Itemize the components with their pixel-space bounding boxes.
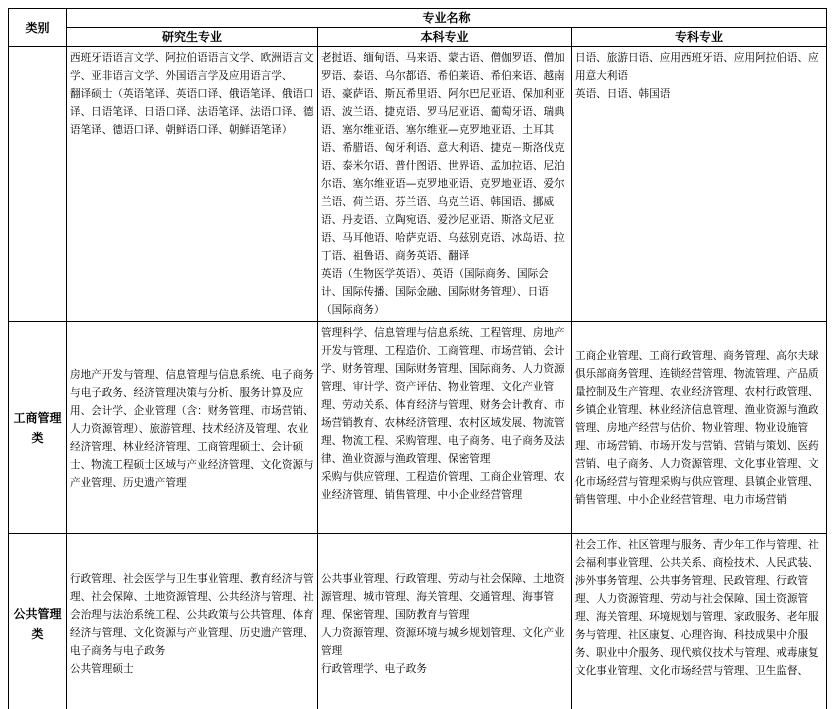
cell-line: 管理科学、信息管理与信息系统、工程管理、房地产开发与管理、工程造价、工商管理、市场营销、会计学、财务管理、国际财务管理、国际商务、人力资源管理、审计学、资产评估、物业管理、文化产业管理、劳动关系、体育经济与管理、财务会计教育、市场营销教育、农林经济管理、农村区域发展、物流管理、物流工程、采购管理、电子商务、电子商务及法律、渔业资源与渔政管理、保密管理 xyxy=(321,327,565,465)
cell-line: 日语、旅游日语、应用西班牙语、应用阿拉伯语、应用意大利语 xyxy=(575,52,819,82)
vocational-cell xyxy=(572,47,827,322)
graduate-cell xyxy=(67,322,318,534)
undergraduate-header: 本科专业 xyxy=(318,28,572,47)
undergraduate-cell xyxy=(318,534,572,709)
table-row xyxy=(9,47,827,322)
cell-line: 采购与供应管理、工程造价管理、工商企业管理、农业经济管理、销售管理、中小企业经营管理 xyxy=(321,471,565,501)
cell-line: 西班牙语语言文学、阿拉伯语语言文学、欧洲语言文学、亚非语言文学、外国语言学及应用语言学、 xyxy=(70,52,314,82)
cell-line: 英语（生物医学英语）、英语（国际商务、国际会计、国际传播、国际金融、国际财务管理）、日语（国际商务） xyxy=(321,268,549,316)
major-name-header: 专业名称 xyxy=(67,9,827,28)
graduate-cell xyxy=(67,47,318,322)
cell-line: 社会工作、社区管理与服务、青少年工作与管理、社会福利事业管理、公共关系、商检技术、人民武装、涉外事务管理、公共事务管理、民政管理、行政管理、人力资源管理、劳动与社会保障、国土资源管理、海关管理、环境规划与管理、家政服务、老年服务与管理、社区康复、心理咨询、科技成果中介服务、职业中介服务、现代殡仪技术与管理、戒毒康复 xyxy=(575,539,819,659)
cell-line: 行政管理学、电子政务 xyxy=(321,662,427,675)
graduate-cell xyxy=(67,534,318,709)
vocational-header: 专科专业 xyxy=(572,28,827,47)
cell-line: 英语、日语、韩国语 xyxy=(575,88,671,100)
cell-line: 文化事业管理、文化市场经营与管理、卫生监督、 xyxy=(575,665,809,677)
vocational-cell xyxy=(572,322,827,534)
category-cell: 公共管理类 xyxy=(9,534,67,709)
header-row-2 xyxy=(9,28,827,47)
cell-line: 公共事业管理、行政管理、劳动与社会保障、土地资源管理、城市管理、海关管理、交通管理、海事管理、保密管理、国防教育与管理 xyxy=(321,572,565,621)
cell-line: 翻译硕士（英语笔译、英语口译、俄语笔译、俄语口译、日语笔译、日语口译、法语笔译、法语口译、德语笔译、德语口译、朝鲜语口译、朝鲜语笔译） xyxy=(70,88,314,136)
cell-line: 行政管理、社会医学与卫生事业管理、教育经济与管理、社会保障、土地资源管理、公共经济与管理、社会治理与法治系统工程、公共政策与公共管理、体育经济与管理、文化资源与产业管理、历史遗产管理、电子商务与电子政务 xyxy=(70,572,314,657)
category-cell xyxy=(9,47,67,322)
cell-line: 人力资源管理、资源环境与城乡规划管理、文化产业管理 xyxy=(321,626,565,657)
table-row xyxy=(9,322,827,534)
category-header: 类别 xyxy=(9,9,67,47)
category-cell: 工商管理类 xyxy=(9,322,67,534)
vocational-cell xyxy=(572,534,827,709)
undergraduate-cell xyxy=(318,47,572,322)
cell-line: 工商企业管理、工商行政管理、商务管理、高尔夫球俱乐部商务管理、连锁经营管理、物流管理、产品质量控制及生产管理、农业经济管理、农村行政管理、乡镇企业管理、林业经济信息管理、渔业资源与渔政管理、房地产经营与估价、物业管理、物业设施管理、市场营销、市场开发与营销、营销与策划、医药营销、电子商务、人力资源管理、文化事业管理、文化市场经营与管理采购与供应管理、县镇企业管理、销售管理、中小企业经营管理、电力市场营销 xyxy=(575,349,819,506)
undergraduate-cell xyxy=(318,322,572,534)
major-catalog-table xyxy=(8,8,827,709)
graduate-header: 研究生专业 xyxy=(67,28,318,47)
cell-line: 老挝语、缅甸语、马来语、蒙古语、僧伽罗语、僧加罗语、泰语、乌尔都语、希伯莱语、希伯来语、越南语、豪萨语、斯瓦希里语、阿尔巴尼亚语、保加利亚语、波兰语、捷克语、罗马尼亚语、葡萄牙语、瑞典语、塞尔维亚语、塞尔维亚—克罗地亚语、土耳其语、希腊语、匈牙利语、意大利语、捷克－斯洛伐克语、泰米尔语、普什图语、世界语、孟加拉语、尼泊尔语、塞尔维亚语—克罗地亚语、克罗地亚语、爱尔兰语、荷兰语、芬兰语、乌克兰语、韩国语、挪威语、丹麦语、立陶宛语、爱沙尼亚语、斯洛文尼亚语、马耳他语、哈萨克语、乌兹别克语、冰岛语、拉丁语、祖鲁语、商务英语、翻译 xyxy=(321,52,565,262)
table-row xyxy=(9,534,827,709)
cell-line: 公共管理硕士 xyxy=(70,662,134,675)
cell-line: 房地产开发与管理、信息管理与信息系统、电子商务与电子政务、经济管理决策与分析、服务计算及应用、会计学、企业管理（含：财务管理、市场营销、人力资源管理）、旅游管理、技术经济及管理、农业经济管理、林业经济管理、工商管理硕士、会计硕士、物流工程硕士区域与产业经济管理、文化资源与产业管理、历史遗产管理 xyxy=(70,368,314,489)
header-row-1 xyxy=(9,9,827,28)
